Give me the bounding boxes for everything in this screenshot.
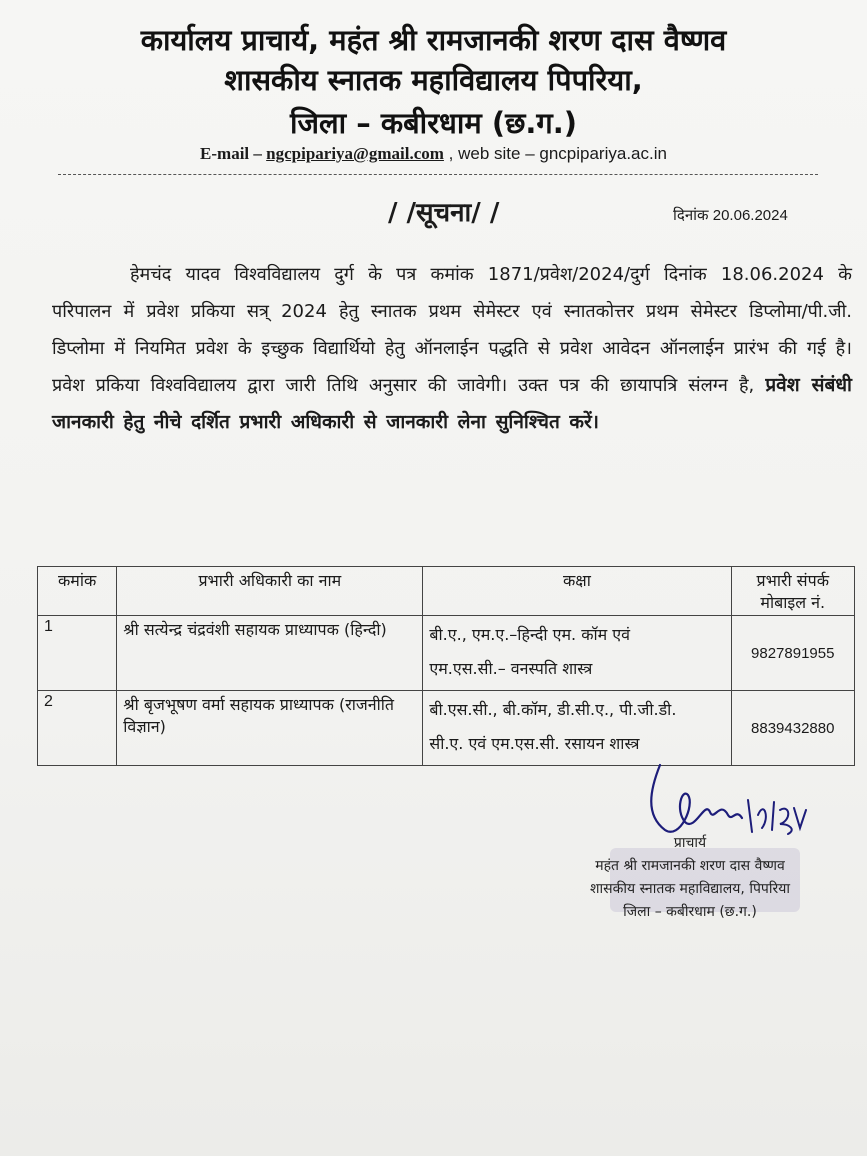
signoff-line: महंत श्री रामजानकी शरण दास वैष्णव <box>595 858 785 874</box>
district-line: जिला – कबीरधाम (छ.ग.) <box>289 106 578 140</box>
signoff-block <box>520 832 860 924</box>
row-class-line: बी.एस.सी., बी.कॉम, डी.सी.ए., पी.जी.डी. <box>429 700 677 719</box>
table-header-row <box>38 567 855 616</box>
row-class-line: एम.एस.सी.– वनस्पति शास्त्र <box>429 659 593 678</box>
header-phone: प्रभारी संपर्क मोबाइल नं. <box>731 567 854 616</box>
row-phone: 8839432880 <box>731 691 854 766</box>
row-officer: श्री बृजभूषण वर्मा सहायक प्राध्यापक (राजनीति विज्ञान) <box>117 691 423 766</box>
signoff-title: प्राचार्य <box>673 835 707 851</box>
officers-table <box>37 566 855 766</box>
email-link[interactable]: ngcpipariya@gmail.com <box>266 144 444 163</box>
row-sno: 2 <box>38 691 117 766</box>
notice-date: दिनांक 20.06.2024 <box>673 207 788 224</box>
row-phone: 9827891955 <box>731 616 854 691</box>
row-officer: श्री सत्येन्द्र चंद्रवंशी सहायक प्राध्यापक (हिन्दी) <box>117 616 423 691</box>
header-sno: कमांक <box>38 567 117 616</box>
header-class: कक्षा <box>423 567 731 616</box>
row-class-line: बी.ए., एम.ए.–हिन्दी एम. कॉम एवं <box>429 625 631 644</box>
signature-date-stroke <box>748 800 806 834</box>
website-text: , web site – gncpipariya.ac.in <box>443 144 667 163</box>
row-class <box>423 616 731 691</box>
email-label: E-mail – <box>200 144 267 163</box>
row-class-line: सी.ए. एवं एम.एस.सी. रसायन शास्त्र <box>429 734 640 753</box>
contact-line <box>0 144 867 164</box>
row-sno: 1 <box>38 616 117 691</box>
table-row <box>38 616 855 691</box>
college-name-line: शासकीय स्नातक महाविद्यालय पिपरिया, <box>224 63 643 97</box>
signature-stroke <box>651 765 742 832</box>
header-officer: प्रभारी अधिकारी का नाम <box>117 567 423 616</box>
table-row <box>38 691 855 766</box>
signoff-line: जिला – कबीरधाम (छ.ग.) <box>623 904 757 920</box>
notice-title: / /सूचना/ / <box>388 198 500 228</box>
notice-paragraph <box>52 256 852 441</box>
office-title-line: कार्यालय प्राचार्य, महंत श्री रामजानकी शरण दास वैष्णव <box>140 23 727 57</box>
signoff-line: शासकीय स्नातक महाविद्यालय, पिपरिया <box>590 881 790 897</box>
notice-paragraph-text: हेमचंद यादव विश्वविद्यालय दुर्ग के पत्र कमांक 1871/प्रवेश/2024/दुर्ग दिनांक 18.06.2024 के परिपालन में प्रवेश प्रकिया सत्र् 2024 हेतु स्नातक प्रथम सेमेस्टर एवं स्नातकोत्तर प्रथम सेमेस्टर डिप्लोमा/पी.जी. डिप्लोमा में नियमित प्रवेश के इच्छुक विद्यार्थियो हेतु ऑनलाईन पद्धति से प्रवेश आवेदन ऑनलाईन प्रारंभ की गई है। प्रवेश प्रकिया विश्वविद्यालय द्वारा जारी तिथि अनुसार की जावेगी। उक्त पत्र की छायापत्रि संलग्न है, <box>52 264 852 396</box>
header-divider <box>58 174 818 175</box>
row-class <box>423 691 731 766</box>
notice-paragraph-bold: प्रवेश संबंधी जानकारी हेतु नीचे दर्शित प्रभारी अधिकारी से जानकारी लेना सुनिश्चित करें। <box>52 374 852 433</box>
